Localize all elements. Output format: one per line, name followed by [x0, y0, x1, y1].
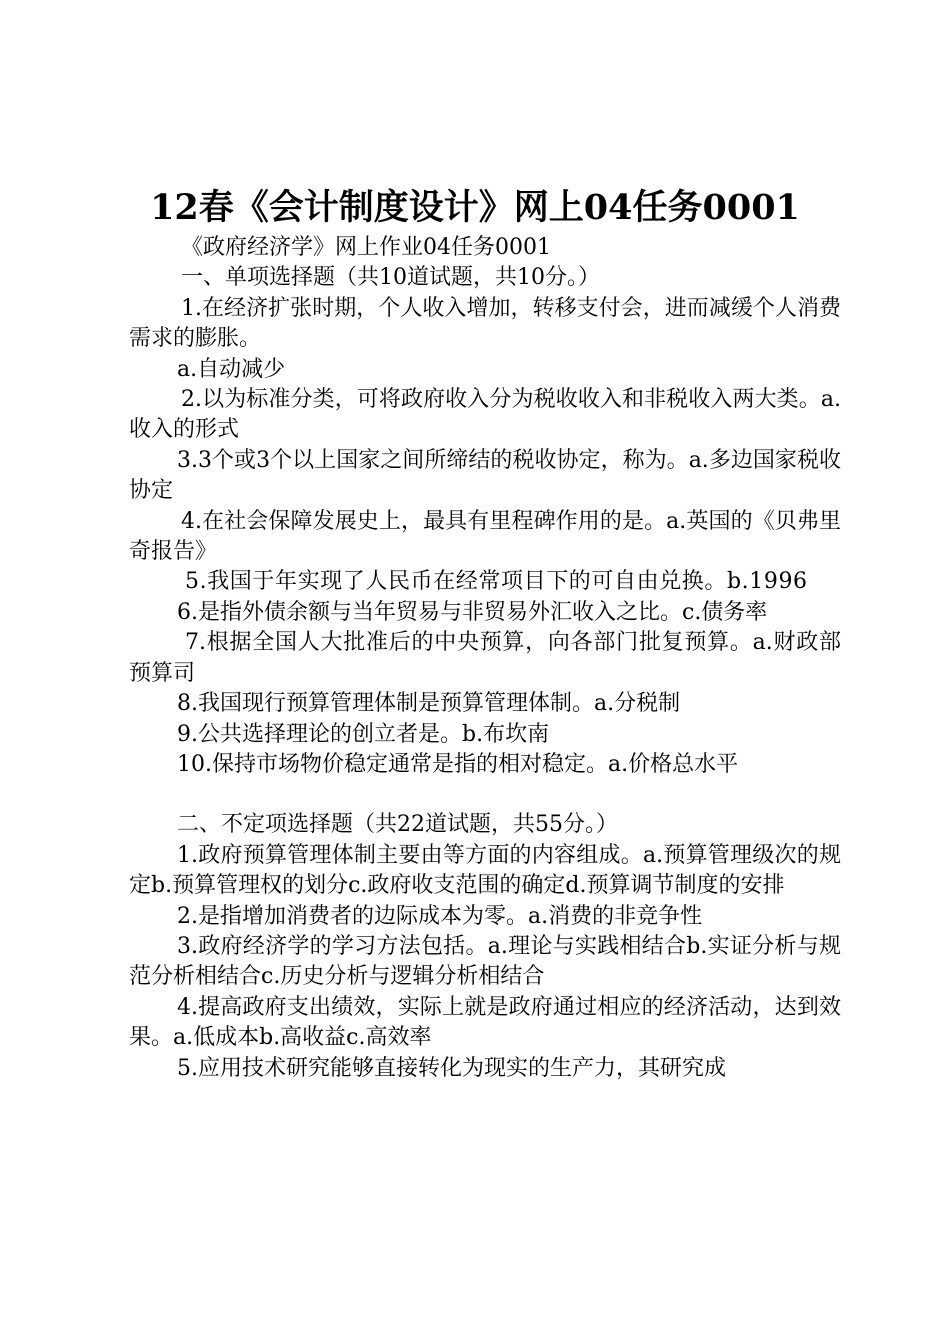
document-body	[129, 233, 841, 1084]
answer-line: a.自动减少	[177, 356, 286, 382]
question-item: 8.我国现行预算管理体制是预算管理体制。a.分税制	[177, 691, 681, 717]
question-item: 4.在社会保障发展史上，最具有里程碑作用的是。a.英国的《贝弗里奇报告》	[129, 508, 841, 565]
question-item: 4.提高政府支出绩效，实际上就是政府通过相应的经济活动，达到效果。a.低成本b.高收益c.高效率	[129, 994, 841, 1051]
document-subtitle: 《政府经济学》网上作业04任务0001	[181, 235, 551, 260]
section-spacer	[129, 780, 841, 810]
section-heading-multiple-choice: 二、不定项选择题（共22道试题，共55分。）	[177, 812, 618, 838]
question-item: 6.是指外债余额与当年贸易与非贸易外汇收入之比。c.债务率	[177, 599, 768, 625]
question-item: 3.3个或3个以上国家之间所缔结的税收协定，称为。a.多边国家税收协定	[129, 447, 841, 504]
section-heading-single-choice: 一、单项选择题（共10道试题，共10分。）	[181, 265, 600, 291]
question-item: 9.公共选择理论的创立者是。b.布坎南	[177, 721, 550, 747]
question-item: 2.是指增加消费者的边际成本为零。a.消费的非竞争性	[177, 903, 703, 929]
question-item: 3.政府经济学的学习方法包括。a.理论与实践相结合b.实证分析与规范分析相结合c.历史分析与逻辑分析相结合	[129, 933, 841, 990]
question-item: 7.根据全国人大批准后的中央预算，向各部门批复预算。a.财政部预算司	[129, 630, 841, 686]
question-item: 10.保持市场物价稳定通常是指的相对稳定。a.价格总水平	[177, 751, 739, 777]
question-item: 2.以为标准分类，可将政府收入分为税收收入和非税收入两大类。a.收入的形式	[129, 387, 841, 443]
question-item: 5.我国于年实现了人民币在经常项目下的可自由兑换。b.1996	[185, 569, 808, 595]
document-title: 12春《会计制度设计》网上04任务0001	[150, 187, 800, 228]
question-item: 1.在经济扩张时期，个人收入增加，转移支付会，进而减缓个人消费需求的膨胀。	[129, 295, 841, 352]
question-item: 1.政府预算管理体制主要由等方面的内容组成。a.预算管理级次的规定b.预算管理权的划分c.政府收支范围的确定d.预算调节制度的安排	[129, 842, 841, 899]
question-item: 5.应用技术研究能够直接转化为现实的生产力，其研究成	[177, 1055, 726, 1081]
